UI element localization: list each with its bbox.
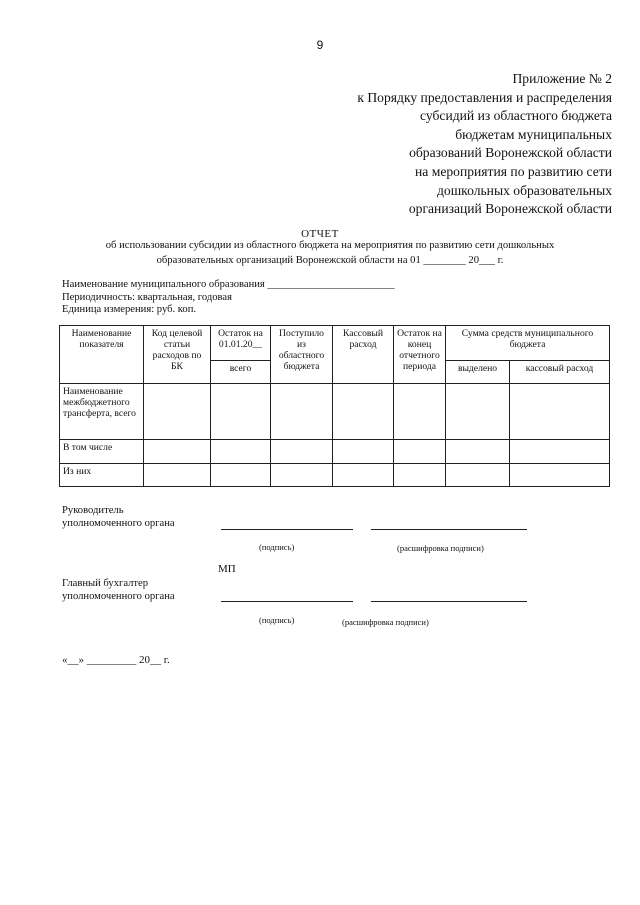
head-signature-caption: (подпись) <box>259 542 295 552</box>
table-cell <box>446 464 510 487</box>
table-cell <box>510 464 610 487</box>
appendix-line: субсидий из областного бюджета <box>420 108 612 124</box>
table-cell <box>394 384 446 440</box>
table-cell <box>510 384 610 440</box>
table-cell <box>446 384 510 440</box>
appendix-line: бюджетам муниципальных <box>455 126 612 142</box>
row-label: В том числе <box>60 440 144 464</box>
accountant-label-line: уполномоченного органа <box>62 591 175 602</box>
appendix-line: на мероприятия по развитию сети <box>415 163 612 179</box>
appendix-header <box>282 70 612 219</box>
unit-text: Единица измерения: руб. коп. <box>62 304 197 315</box>
header-received: Поступило из областного бюджета <box>271 326 333 384</box>
header-allocated: выделено <box>446 361 510 384</box>
accountant-label-line: Главный бухгалтер <box>62 578 149 589</box>
table-cell <box>144 440 211 464</box>
accountant-signature-caption: (подпись) <box>259 615 295 625</box>
head-decryption-line <box>371 529 527 530</box>
report-table <box>59 325 610 487</box>
table-cell <box>211 464 271 487</box>
report-subtitle-line: об использовании субсидии из областного бюджета на мероприятия по развитию сети дошкольных <box>105 240 555 251</box>
header-target-code: Код целевой статьи расходов по БК <box>144 326 211 384</box>
table-cell <box>271 440 333 464</box>
table-cell <box>211 440 271 464</box>
table-cell <box>394 464 446 487</box>
table-cell <box>144 464 211 487</box>
appendix-line: дошкольных образовательных <box>436 182 612 198</box>
table-cell <box>271 384 333 440</box>
appendix-line: к Порядку предоставления и распределения <box>357 89 612 105</box>
header-municipal-cash-expense: кассовый расход <box>510 361 610 384</box>
head-label-line: уполномоченного органа <box>62 518 175 529</box>
stamp-label: МП <box>218 563 236 575</box>
table-cell <box>271 464 333 487</box>
head-label-line: Руководитель <box>62 505 124 516</box>
header-municipal-funds: Сумма средств муниципального бюджета <box>446 326 610 361</box>
table-cell <box>333 384 394 440</box>
periodicity-text: Периодичность: квартальная, годовая <box>62 291 232 303</box>
header-balance-end: Остаток на конец отчетного периода <box>394 326 446 384</box>
report-title: ОТЧЕТ <box>301 228 339 240</box>
table-cell <box>446 440 510 464</box>
accountant-signature-line <box>221 601 353 602</box>
page-number: 9 <box>316 38 324 52</box>
header-balance-start: Остаток на 01.01.20__ <box>211 326 271 361</box>
accountant-decryption-line <box>371 601 527 602</box>
row-label: Наименование межбюджетного трансферта, всего <box>60 384 144 440</box>
table-cell <box>394 440 446 464</box>
header-balance-start-total: всего <box>211 361 271 384</box>
row-label: Из них <box>60 464 144 487</box>
report-subtitle-line: образовательных организаций Воронежской области на 01 ________ 20___ г. <box>156 254 504 266</box>
head-signature-label <box>62 504 175 530</box>
header-cash-expense: Кассовый расход <box>333 326 394 384</box>
report-meta <box>62 279 395 317</box>
appendix-line: образований Воронежской области <box>409 145 612 161</box>
head-signature-line <box>221 529 353 530</box>
report-date: «__» _________ 20__ г. <box>62 654 170 666</box>
municipality-field: Наименование муниципального образования ________________________ <box>62 279 395 290</box>
appendix-line: Приложение № 2 <box>512 71 612 86</box>
table-cell <box>333 464 394 487</box>
appendix-line: организаций Воронежской области <box>408 201 612 217</box>
accountant-decryption-caption: (расшифровка подписи) <box>342 617 429 627</box>
header-indicator: Наименование показателя <box>60 326 144 384</box>
table-cell <box>144 384 211 440</box>
table-cell <box>510 440 610 464</box>
table-cell <box>333 440 394 464</box>
head-decryption-caption: (расшифровка подписи) <box>397 543 484 553</box>
report-subtitle <box>40 239 620 268</box>
table-cell <box>211 384 271 440</box>
accountant-signature-label <box>62 577 175 603</box>
